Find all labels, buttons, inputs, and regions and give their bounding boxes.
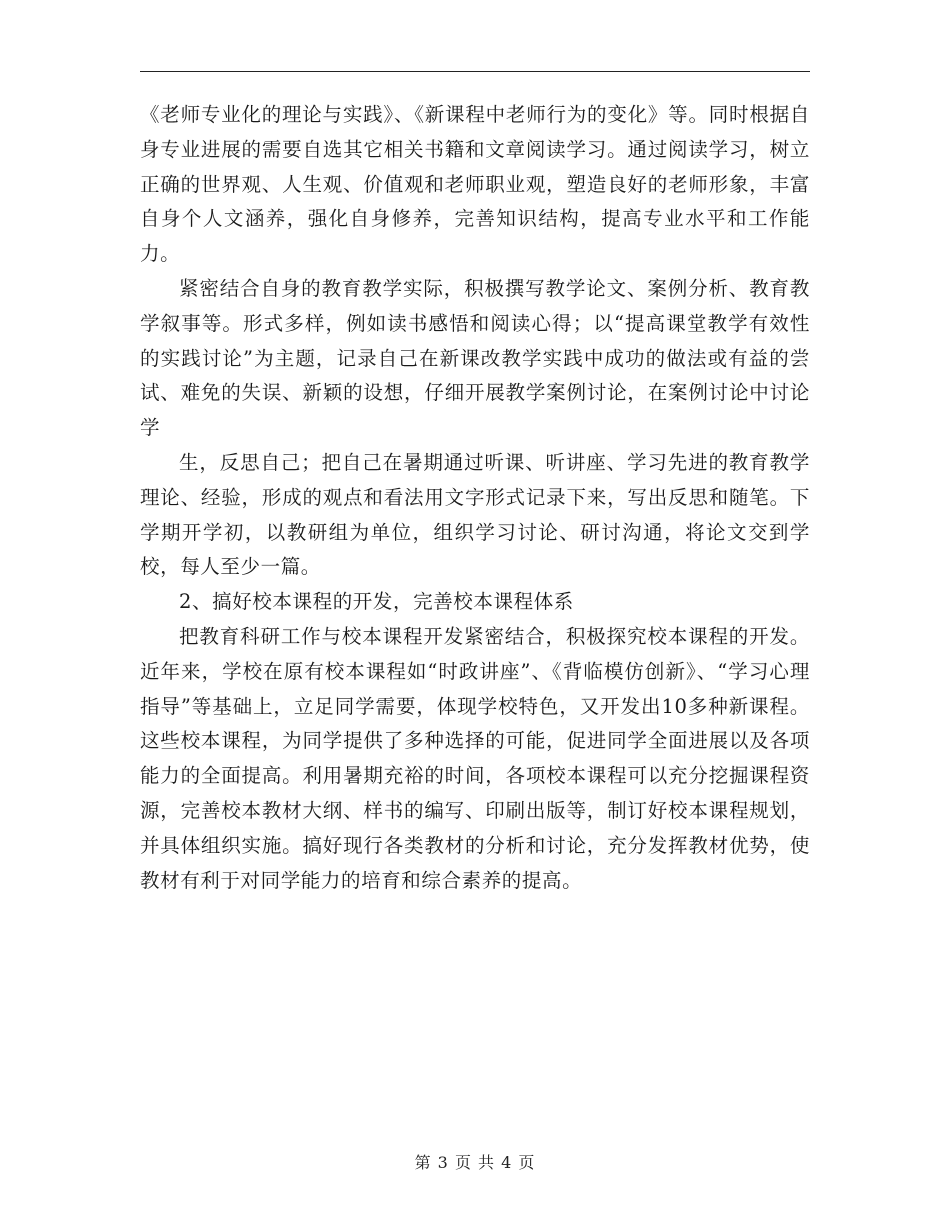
paragraph-5: 把教育科研工作与校本课程开发紧密结合，积极探究校本课程的开发。近年来，学校在原有校本课程如“时政讲座”、《背临模仿创新》、“学习心理指导”等基础上，立足同学需要，体现学校特色，又开发出10多种新课程。这些校本课程，为同学提供了多种选择的可能，促进同学全面进展以及各项能力的全面提高。利用暑期充裕的时间，各项校本课程可以充分挖掘课程资源，完善校本教材大纲、样书的编写、印刷出版等，制订好校本课程规划，并具体组织实施。搞好现行各类教材的分析和讨论，充分发挥教材优势，使教材有利于对同学能力的培育和综合素养的提高。 [140,624,810,892]
paragraph-3: 生，反思自己；把自己在暑期通过听课、听讲座、学习先进的教育教学理论、经验，形成的观点和看法用文字形式记录下来，写出反思和随笔。下学期开学初，以教研组为单位，组织学习讨论、研讨沟通，将论文交到学校，每人至少一篇。 [140,450,810,579]
page-number-footer: 第 3 页 共 4 页 [414,1153,536,1172]
section-heading: 2、搞好校本课程的开发，完善校本课程体系 [179,590,574,614]
document-body [140,98,810,898]
paragraph-1: 《老师专业化的理论与实践》、《新课程中老师行为的变化》等。同时根据自身专业进展的需要自选其它相关书籍和文章阅读学习。通过阅读学习，树立正确的世界观、人生观、价值观和老师职业观，塑造良好的老师形象，丰富自身个人文涵养，强化自身修养，完善知识结构，提高专业水平和工作能力。 [140,103,810,266]
header-rule [140,71,810,72]
paragraph-2: 紧密结合自身的教育教学实际，积极撰写教学论文、案例分析、教育教学叙事等。形式多样，例如读书感悟和阅读心得；以“提高课堂教学有效性的实践讨论”为主题，记录自己在新课改教学实践中成功的做法或有益的尝试、难免的失误、新颖的设想，仔细开展教学案例讨论，在案例讨论中讨论学 [140,276,810,440]
